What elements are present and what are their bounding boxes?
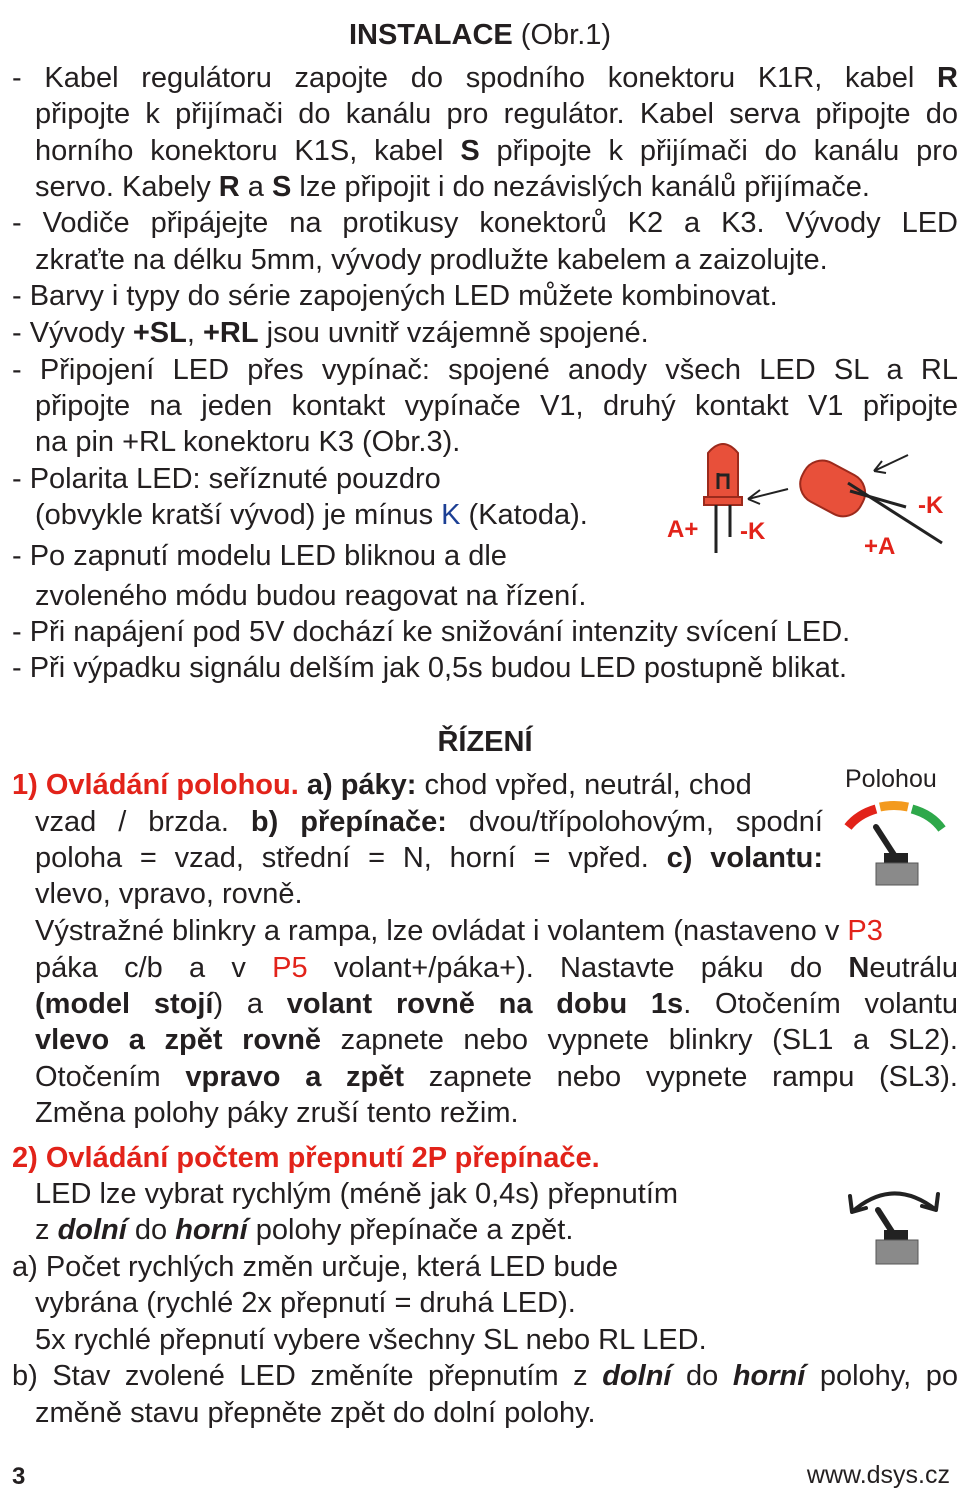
- text-line: z dolní do horní polohy přepínače a zpět.: [35, 1214, 574, 1246]
- text-line: vlevo a zpět rovně zapnete nebo vypnete blinkry (SL1 a SL2).: [35, 1024, 958, 1056]
- text-line: - Barvy i typy do série zapojených LED můžete kombinovat.: [12, 280, 778, 312]
- text-line: - Polarita LED: seříznuté pouzdro: [12, 463, 441, 495]
- position-switch-icon: [840, 795, 952, 890]
- led-label-cathode: -K: [918, 492, 944, 519]
- text-line: - Kabel regulátoru zapojte do spodního konektoru K1R, kabel R: [12, 62, 958, 94]
- text-line: 1) Ovládání polohou. a) páky: chod vpřed, neutrál, chod: [12, 769, 752, 801]
- website-url: www.dsys.cz: [806, 1461, 950, 1489]
- text-line: - Připojení LED přes vypínač: spojené anody všech LED SL a RL: [12, 354, 958, 386]
- text-line: - Vývody +SL, +RL jsou uvnitř vzájemně spojené.: [12, 317, 649, 349]
- text-line: vlevo, vpravo, rovně.: [35, 878, 303, 910]
- text-line: změně stavu přepněte zpět do dolní polohy.: [35, 1397, 596, 1429]
- text-line: b) Stav zvolené LED změníte přepnutím z dolní do horní polohy, po: [12, 1360, 959, 1392]
- text-line: připojte k přijímači do kanálu pro regulátor. Kabel serva připojte do: [35, 98, 958, 130]
- text-line: horního konektoru K1S, kabel S připojte k přijímači do kanálu pro: [35, 135, 958, 167]
- text-line: páka c/b a v P5 volant+/páka+). Nastavte páku do Neutrálu: [35, 952, 958, 984]
- text-line: servo. Kabely R a S lze připojit i do nezávislých kanálů přijímače.: [35, 171, 870, 203]
- text-line: - Při napájení pod 5V dochází ke snižování intenzity svícení LED.: [12, 616, 851, 648]
- toggle-switch-icon: [838, 1178, 950, 1268]
- polohou-label: Polohou: [845, 765, 937, 793]
- text-line: a) Počet rychlých změn určuje, která LED bude: [12, 1251, 619, 1283]
- text-line: - Při výpadku signálu delším jak 0,5s budou LED postupně blikat.: [12, 652, 848, 684]
- text-line: vzad / brzda. b) přepínače: dvou/třípolohovým, spodní: [35, 806, 823, 838]
- text-line: Změna polohy páky zruší tento režim.: [35, 1097, 519, 1129]
- text-line: Otočením vpravo a zpět zapnete nebo vypnete rampu (SL3).: [35, 1061, 958, 1093]
- text-line: 5x rychlé přepnutí vybere všechny SL nebo RL LED.: [35, 1324, 707, 1356]
- text-line: Výstražné blinkry a rampa, lze ovládat i volantem (nastaveno v P3: [35, 915, 883, 947]
- installation-heading: INSTALACE (Obr.1): [348, 19, 612, 51]
- text-line: připojte na jeden kontakt vypínače V1, druhý kontakt V1 připojte: [35, 390, 958, 422]
- text-line: (model stojí) a volant rovně na dobu 1s. Otočením volantu: [35, 988, 959, 1020]
- text-line: - Po zapnutí modelu LED bliknou a dle: [12, 540, 507, 572]
- text-line: vybrána (rychlé 2x přepnutí = druhá LED).: [35, 1287, 576, 1319]
- text-line: zkraťte na délku 5mm, vývody prodlužte kabelem a zaizolujte.: [35, 244, 828, 276]
- text-line: (obvykle kratší vývod) je mínus K (Katoda).: [35, 499, 588, 531]
- text-line: LED lze vybrat rychlým (méně jak 0,4s) přepnutím: [35, 1178, 679, 1210]
- led-label-anode: A+: [667, 516, 699, 543]
- text-line: 2) Ovládání počtem přepnutí 2P přepínače.: [12, 1142, 600, 1174]
- led-upright-icon: [704, 444, 742, 553]
- led-label-anode: +A: [864, 533, 896, 560]
- text-line: poloha = vzad, střední = N, horní = vpřed. c) volantu:: [35, 842, 824, 874]
- led-polarity-figure: [660, 435, 960, 575]
- text-line: na pin +RL konektoru K3 (Obr.3).: [35, 426, 461, 458]
- text-line: - Vodiče připájejte na protikusy konektorů K2 a K3. Vývody LED: [12, 207, 958, 239]
- page-number: 3: [12, 1463, 26, 1490]
- control-heading: ŘÍZENÍ: [437, 726, 533, 758]
- led-label-cathode: -K: [740, 518, 766, 545]
- text-line: zvoleného módu budou reagovat na řízení.: [35, 580, 587, 612]
